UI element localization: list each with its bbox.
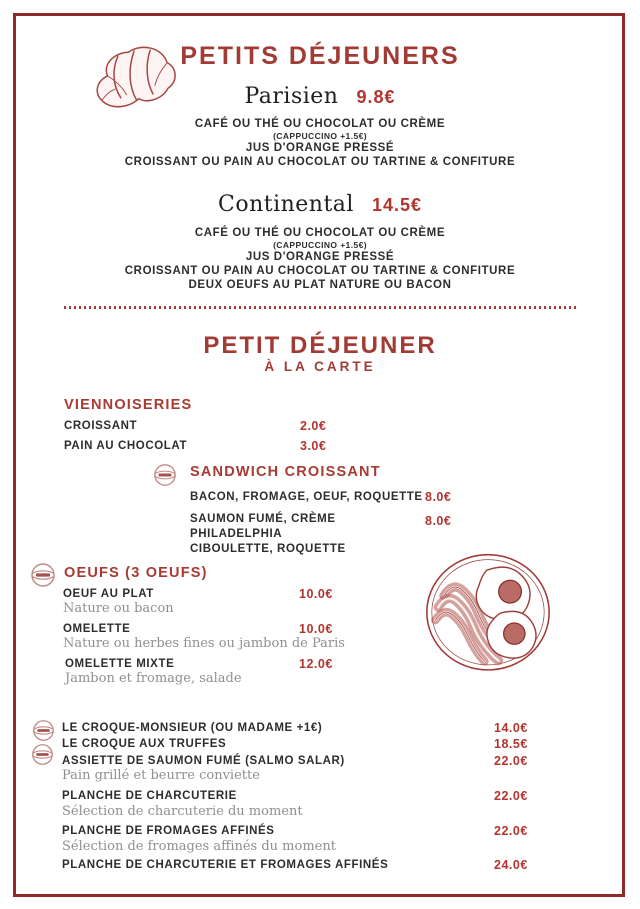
menu-item-name: SAUMON FUMÉ, CRÈME PHILADELPHIA [190, 513, 336, 540]
stamp-badge-icon [30, 562, 56, 588]
stamp-badge-icon [153, 463, 177, 487]
menu-item-price: 10.0€ [299, 622, 333, 636]
dotted-divider [64, 306, 576, 309]
menu-item-name: OEUF AU PLAT [63, 588, 154, 600]
menu-item-description: Pain grillé et beurre conviette [62, 768, 260, 783]
menu-item-description: Sélection de fromages affinés du moment [62, 839, 336, 854]
menu-item-price: 22.0€ [494, 754, 528, 768]
menu-item-price: 2.0€ [300, 419, 327, 433]
menu-line: CAFÉ OU THÉ OU CHOCOLAT OU CRÈME [194, 118, 446, 130]
alacarte-title: PETIT DÉJEUNER [203, 332, 437, 359]
menu-line-note: (CAPPUCCINO +1.5€) [273, 131, 367, 141]
menu-item-description: Jambon et fromage, salade [65, 671, 242, 686]
menu-line: CROISSANT OU PAIN AU CHOCOLAT OU TARTINE & CONFITURE [124, 156, 516, 168]
menu-line: CROISSANT OU PAIN AU CHOCOLAT OU TARTINE & CONFITURE [124, 265, 516, 277]
menu-item-price: 22.0€ [494, 824, 528, 838]
menu-item-price: 3.0€ [300, 439, 327, 453]
set-menu-parisien-items [0, 117, 640, 169]
page-title: PETITS DÉJEUNERS [180, 42, 460, 70]
menu-item-description: Nature ou bacon [63, 601, 174, 616]
menu-line-note: (CAPPUCCINO +1.5€) [273, 240, 367, 250]
set-menu-continental-items [0, 226, 640, 292]
stamp-badge-icon [31, 743, 54, 766]
set-menu-name: Continental [217, 192, 354, 217]
menu-line: JUS D'ORANGE PRESSÉ [245, 251, 395, 263]
menu-item-price: 8.0€ [425, 490, 452, 504]
stamp-badge-icon [32, 719, 55, 742]
menu-item-name: ASSIETTE DE SAUMON FUMÉ (SALMO SALAR) [62, 755, 345, 767]
set-menu-name: Parisien [244, 84, 339, 109]
menu-item-price: 24.0€ [494, 858, 528, 872]
alacarte-subtitle: À LA CARTE [264, 359, 376, 374]
eggs-bacon-plate-icon [424, 550, 552, 676]
menu-line: JUS D'ORANGE PRESSÉ [245, 142, 395, 154]
set-menu-parisien-header [0, 84, 640, 109]
menu-item-price: 10.0€ [299, 587, 333, 601]
menu-item-name: BACON, FROMAGE, OEUF, ROQUETTE [190, 491, 423, 503]
set-menu-price: 9.8€ [356, 87, 396, 107]
menu-item-name: CIBOULETTE, ROQUETTE [190, 543, 346, 555]
menu-item-name: LE CROQUE AUX TRUFFES [62, 738, 227, 750]
menu-line: CAFÉ OU THÉ OU CHOCOLAT OU CRÈME [194, 227, 446, 239]
menu-item-name: PLANCHE DE FROMAGES AFFINÉS [62, 825, 275, 837]
menu-item-name: PAIN AU CHOCOLAT [64, 440, 188, 452]
menu-item-name: OMELETTE [63, 623, 131, 635]
menu-item-price: 22.0€ [494, 789, 528, 803]
set-menu-price: 14.5€ [371, 195, 423, 215]
menu-item-name: PLANCHE DE CHARCUTERIE [62, 790, 237, 802]
menu-item-name: OMELETTE MIXTE [65, 658, 175, 670]
menu-item-name: LE CROQUE-MONSIEUR (OU MADAME +1€) [62, 722, 323, 734]
menu-item-description: Nature ou herbes fines ou jambon de Paris [63, 636, 345, 651]
menu-item-name: CROISSANT [64, 420, 138, 432]
menu-item-price: 8.0€ [425, 514, 452, 528]
menu-item-price: 18.5€ [494, 737, 528, 751]
section-header-oeufs: OEUFS (3 OEUFS) [64, 565, 208, 581]
section-header-sandwich: SANDWICH CROISSANT [190, 464, 381, 480]
menu-item-description: Sélection de charcuterie du moment [62, 804, 303, 819]
menu-item-price: 12.0€ [299, 657, 333, 671]
menu-item-price: 14.0€ [494, 721, 528, 735]
menu-line: DEUX OEUFS AU PLAT NATURE OU BACON [188, 279, 452, 291]
set-menu-continental-header [0, 192, 640, 217]
menu-item-name: PLANCHE DE CHARCUTERIE ET FROMAGES AFFINÉS [62, 859, 389, 871]
section-header-viennoiseries: VIENNOISERIES [64, 397, 193, 413]
